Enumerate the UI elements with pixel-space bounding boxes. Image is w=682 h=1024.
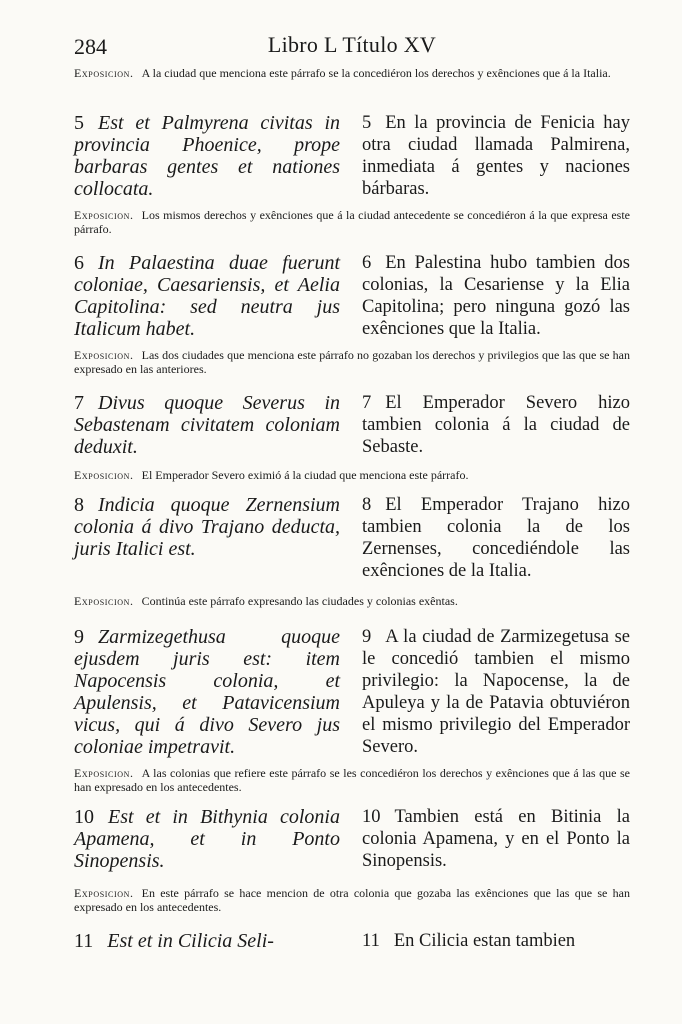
exposicion-paragraph bbox=[74, 348, 630, 376]
verse-7 bbox=[74, 392, 630, 472]
verse-number: 9 bbox=[362, 627, 372, 647]
verse-number: 11 bbox=[362, 931, 380, 951]
verse-8 bbox=[74, 494, 630, 581]
latin-verse-text: Divus quoque Severus in Sebastenam civitatem coloniam deduxit. bbox=[74, 392, 340, 458]
spanish-text bbox=[362, 930, 630, 952]
exposicion-label: Exposicion. bbox=[74, 468, 134, 482]
exposicion-label: Exposicion. bbox=[74, 348, 134, 362]
verse-number: 8 bbox=[74, 494, 84, 516]
verse-5 bbox=[74, 112, 630, 200]
latin-text bbox=[74, 392, 340, 458]
verse-10 bbox=[74, 806, 630, 886]
spanish-verse-text: El Emperador Severo hizo tambien colonia á la ciudad de Sebaste. bbox=[362, 393, 630, 457]
exposicion-text: El Emperador Severo eximió á la ciudad que menciona este párrafo. bbox=[141, 468, 469, 482]
latin-text bbox=[74, 930, 340, 952]
latin-verse-text: Indicia quoque Zernensium colonia á divo Trajano deducta, juris Italici est. bbox=[74, 494, 340, 560]
verse-number: 6 bbox=[362, 253, 372, 273]
exposicion-text: A la ciudad que menciona este párrafo se la concediéron los derechos y exênciones que á la Italia. bbox=[141, 66, 611, 80]
verse-number: 10 bbox=[362, 807, 381, 827]
page-header bbox=[74, 30, 630, 60]
exposicion-paragraph bbox=[74, 468, 630, 482]
page-number: 284 bbox=[74, 34, 107, 59]
exposicion-paragraph bbox=[74, 766, 630, 794]
spanish-verse-text: Tambien está en Bitinia la colonia Apamena, y en el Ponto la Sinopensis. bbox=[362, 807, 630, 871]
latin-text bbox=[74, 494, 340, 560]
latin-text bbox=[74, 112, 340, 200]
latin-verse-text: Zarmizegethusa quoque ejusdem juris est: item Napocensis colonia, et Apulensis, et Patavicensium vicus, qui á divo Severo jus coloniae impetravit. bbox=[74, 626, 340, 758]
spanish-verse-text: En Palestina hubo tambien dos colonias, la Cesariense y la Elia Capitolina; pero ninguna gozó las exênciones que la Italia. bbox=[362, 253, 630, 339]
verse-number: 11 bbox=[74, 930, 94, 952]
latin-text bbox=[74, 806, 340, 872]
latin-verse-text: Est et in Cilicia Seli- bbox=[107, 930, 274, 952]
latin-verse-text: Est et Palmyrena civitas in provincia Phoenice, prope barbaras gentes et nationes collocata. bbox=[74, 112, 340, 200]
spanish-text bbox=[362, 112, 630, 200]
spanish-text bbox=[362, 252, 630, 340]
exposicion-paragraph bbox=[74, 208, 630, 236]
running-title: Libro L Título XV bbox=[267, 32, 437, 57]
verse-number: 8 bbox=[362, 495, 372, 515]
verse-11 bbox=[74, 930, 630, 960]
verse-9 bbox=[74, 626, 630, 758]
exposicion-paragraph bbox=[74, 66, 630, 80]
exposicion-text: A las colonias que refiere este párrafo se les concediéron los derechos y exênciones que á las que se han expresado en los antecedentes. bbox=[74, 766, 630, 794]
verse-number: 7 bbox=[74, 392, 84, 414]
exposicion-label: Exposicion. bbox=[74, 766, 134, 780]
spanish-text bbox=[362, 626, 630, 758]
exposicion-label: Exposicion. bbox=[74, 208, 134, 222]
verse-number: 5 bbox=[74, 112, 84, 134]
verse-number: 7 bbox=[362, 393, 372, 413]
spanish-verse-text: En la provincia de Fenicia hay otra ciudad llamada Palmirena, inmediata á gentes y naciones bárbaras. bbox=[362, 113, 630, 199]
latin-text bbox=[74, 626, 340, 758]
exposicion-label: Exposicion. bbox=[74, 886, 134, 900]
verse-6 bbox=[74, 252, 630, 340]
exposicion-text: Continúa este párrafo expresando las ciudades y colonias exêntas. bbox=[141, 594, 458, 608]
spanish-text bbox=[362, 392, 630, 458]
exposicion-text: En este párrafo se hace mencion de otra colonia que gozaba las exênciones que las que se han expresado en los antecedentes. bbox=[74, 886, 630, 914]
latin-text bbox=[74, 252, 340, 340]
verse-number: 9 bbox=[74, 626, 84, 648]
latin-verse-text: In Palaestina duae fuerunt coloniae, Caesariensis, et Aelia Capitolina: sed neutra jus Italicum habet. bbox=[74, 252, 340, 340]
spanish-verse-text: A la ciudad de Zarmizegetusa se le concedió tambien el mismo privilegio: la Napocense, la de Apuleya y la de Patavia obtuviéron el mismo privilegio del Emperador Severo. bbox=[362, 627, 630, 757]
verse-number: 10 bbox=[74, 806, 94, 828]
spanish-text bbox=[362, 494, 630, 582]
spanish-verse-text: El Emperador Trajano hizo tambien colonia la de los Zernenses, concediéndole las exênciones de la Italia. bbox=[362, 495, 630, 581]
verse-number: 6 bbox=[74, 252, 84, 274]
exposicion-paragraph bbox=[74, 886, 630, 914]
exposicion-paragraph bbox=[74, 594, 630, 608]
exposicion-label: Exposicion. bbox=[74, 594, 134, 608]
exposicion-text: Las dos ciudades que menciona este párrafo no gozaban los derechos y privilegios que las que se han expresado en las anteriores. bbox=[74, 348, 630, 376]
latin-verse-text: Est et in Bithynia colonia Apamena, et in Ponto Sinopensis. bbox=[74, 806, 340, 872]
verse-number: 5 bbox=[362, 113, 372, 133]
spanish-text bbox=[362, 806, 630, 872]
exposicion-label: Exposicion. bbox=[74, 66, 134, 80]
spanish-verse-text: En Cilicia estan tambien bbox=[393, 931, 576, 951]
exposicion-text: Los mismos derechos y exênciones que á la ciudad antecedente se concediéron á la que expresa este párrafo. bbox=[74, 208, 630, 236]
